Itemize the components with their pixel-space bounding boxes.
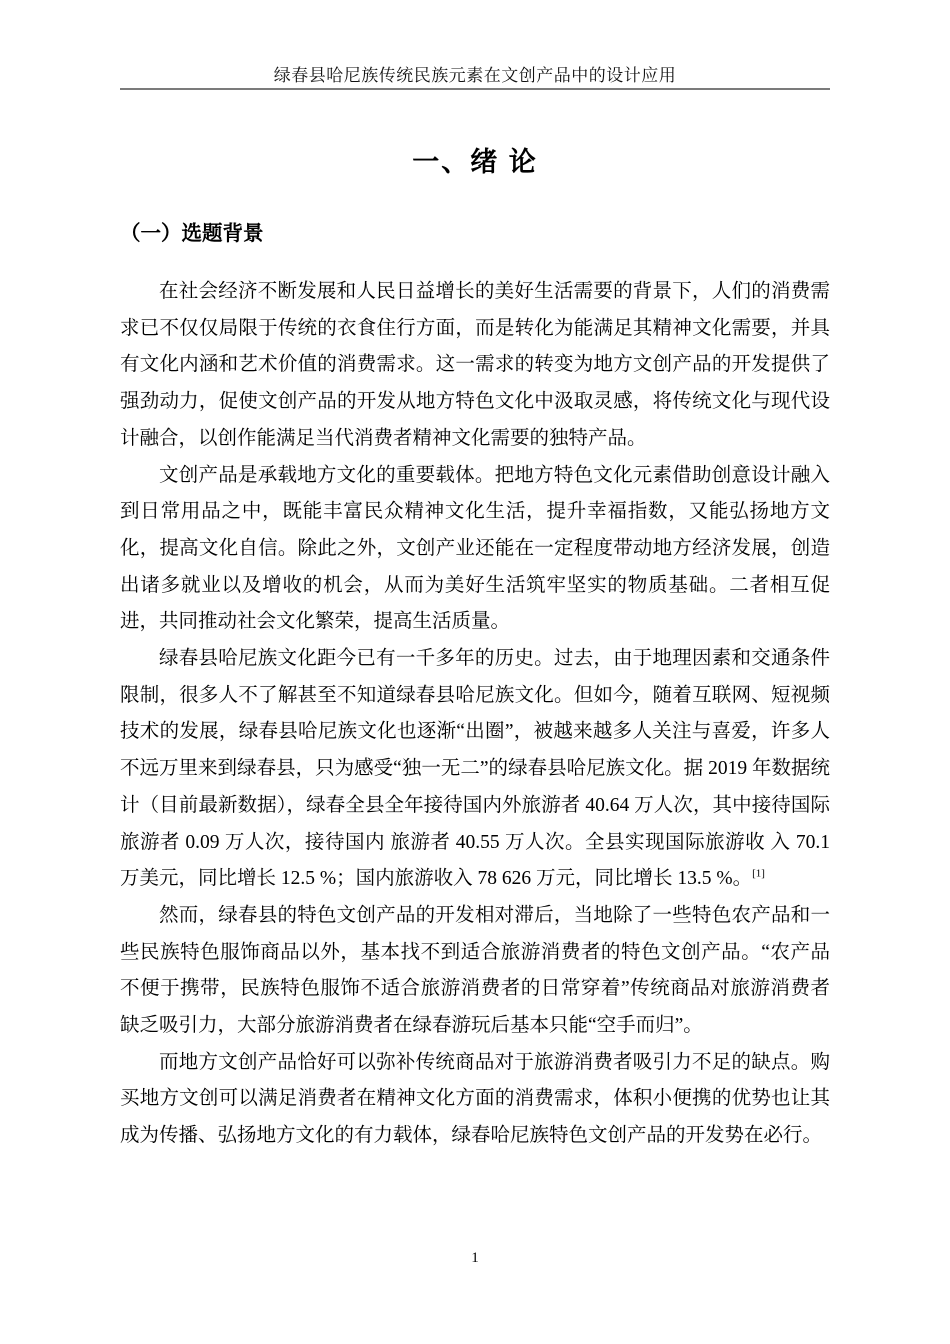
- section-heading: （一）选题背景: [120, 222, 264, 245]
- paragraph-4: 然而，绿春县的特色文创产品的开发相对滞后，当地除了一些特色农产品和一些民族特色服饰商品以外，基本找不到适合旅游消费者的特色文创产品。“农产品不便于携带，民族特色服饰不适合旅游消费者的日常穿着”传统商品对旅游消费者缺乏吸引力，大部分旅游消费者在绿春游玩后基本只能“空手而归”。: [120, 904, 830, 1037]
- paragraph-1: 在社会经济不断发展和人民日益增长的美好生活需要的背景下，人们的消费需求已不仅仅局限于传统的衣食住行方面，而是转化为能满足其精神文化需要，并具有文化内涵和艺术价值的消费需求。这一需求的转变为地方文创产品的开发提供了强劲动力，促使文创产品的开发从地方特色文化中汲取灵感，将传统文化与现代设计融合，以创作能满足当代消费者精神文化需要的独特产品。: [120, 281, 830, 449]
- paragraph-3: [120, 641, 830, 898]
- header-divider: [120, 88, 830, 90]
- paragraph-5: 而地方文创产品恰好可以弥补传统商品对于旅游消费者吸引力不足的缺点。购买地方文创可以满足消费者在精神文化方面的消费需求，体积小便携的优势也让其成为传播、弘扬地方文化的有力载体，绿春哈尼族特色文创产品的开发势在必行。: [120, 1051, 830, 1147]
- body-text: [120, 274, 830, 1155]
- paragraph-2: 文创产品是承载地方文化的重要载体。把地方特色文化元素借助创意设计融入到日常用品之中，既能丰富民众精神文化生活，提升幸福指数，又能弘扬地方文化，提高文化自信。除此之外，文创产业还能在一定程度带动地方经济发展，创造出诸多就业以及增收的机会，从而为美好生活筑牢坚实的物质基础。二者相互促进，共同推动社会文化繁荣，提高生活质量。: [120, 464, 830, 633]
- running-head-title: 绿春县哈尼族传统民族元素在文创产品中的设计应用: [273, 66, 677, 85]
- page-header: [120, 64, 830, 90]
- footnote-reference: [1]: [752, 867, 765, 880]
- paragraph-3-text: 绿春县哈尼族文化距今已有一千多年的历史。过去，由于地理因素和交通条件限制，很多人不了解甚至不知道绿春县哈尼族文化。但如今，随着互联网、短视频技术的发展，绿春县哈尼族文化也逐渐“出圈”，被越来越多人关注与喜爱，许多人不远万里来到绿春县，只为感受“独一无二”的绿春县哈尼族文化。据 2019 年数据统计（目前最新数据），绿春全县全年接待国内外旅游者 40.64 万人次，其中接待国际旅游者 0.09 万人次，接待国内 旅游者 40.55 万人次。全县实现国际旅游收 入 70.1 万美元，同比增长 12.5 %；国内旅游收入 78 626 万元，同比增长 13.5 %。: [120, 648, 830, 890]
- chapter-title: 一、绪 论: [412, 147, 538, 177]
- page-number: 1: [471, 1250, 479, 1266]
